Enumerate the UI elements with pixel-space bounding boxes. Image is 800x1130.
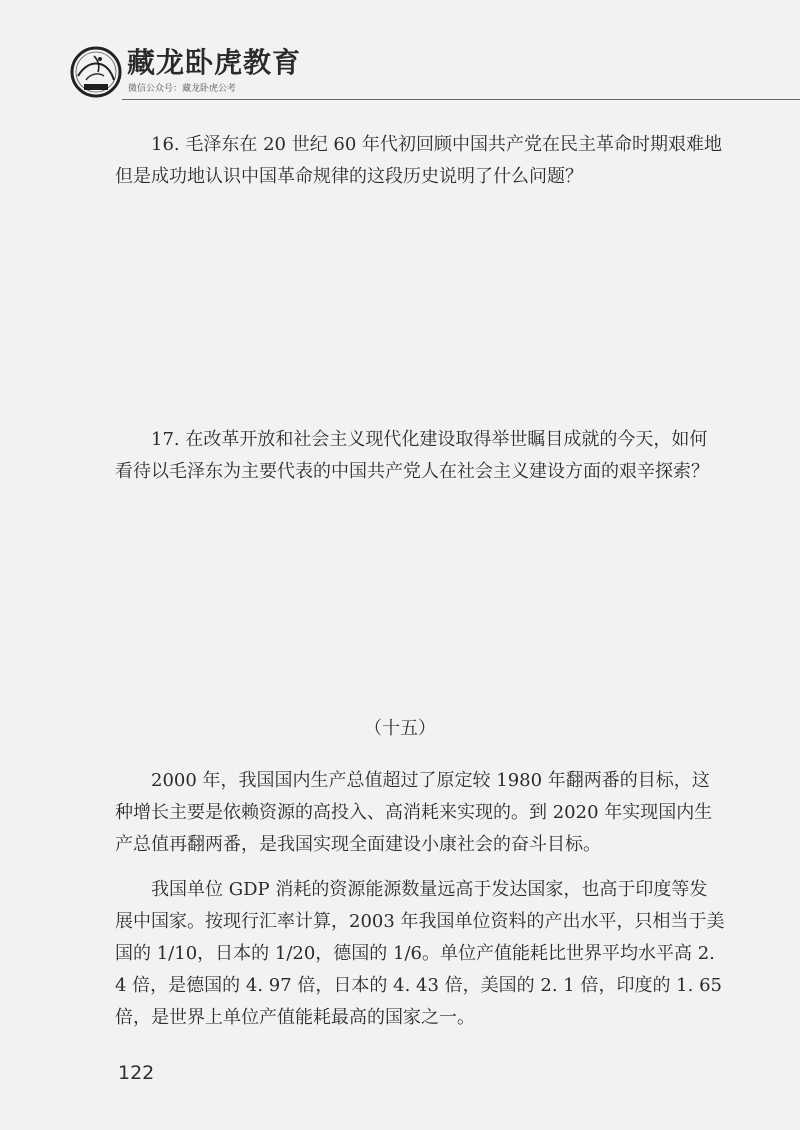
section-paragraph-1: 2000 年，我国国内生产总值超过了原定较 1980 年翻两番的目标，这种增长主要是依赖资源的高投入、高消耗来实现的。到 2020 年实现国内生产总值再翻两番，是我国实现全面建设小康社会的奋斗目标。: [115, 770, 713, 855]
brand-title: 藏龙卧虎教育: [127, 46, 302, 79]
brand-subtitle: 微信公众号：藏龙卧虎公考: [128, 84, 237, 94]
question-17: 17. 在改革开放和社会主义现代化建设取得举世瞩目成就的今天，如何看待以毛泽东为主要代表的中国共产党人在社会主义建设方面的艰辛探索？: [115, 429, 709, 482]
logo-icon: [70, 46, 122, 98]
section-paragraph-2: 我国单位 GDP 消耗的资源能源数量远高于发达国家，也高于印度等发展中国家。按现行汇率计算，2003 年我国单位资料的产出水平，只相当于美国的 1/10，日本的 1/20，德国的 1/6。单位产值能耗比世界平均水平高 2. 4 倍，是德国的 4. 97 倍，日本的 4. 43 倍，美国的 2. 1 倍，印度的 1. 65 倍，是世界上单位产值能耗最高的国家之一。: [115, 879, 725, 1028]
section-heading: （十五）: [364, 718, 436, 739]
header-divider: [122, 99, 800, 100]
question-16: 16. 毛泽东在 20 世纪 60 年代初回顾中国共产党在民主革命时期艰难地但是成功地认识中国革命规律的这段历史说明了什么问题？: [115, 134, 723, 187]
page-number: 122: [118, 1062, 155, 1084]
page-header: [0, 0, 800, 104]
